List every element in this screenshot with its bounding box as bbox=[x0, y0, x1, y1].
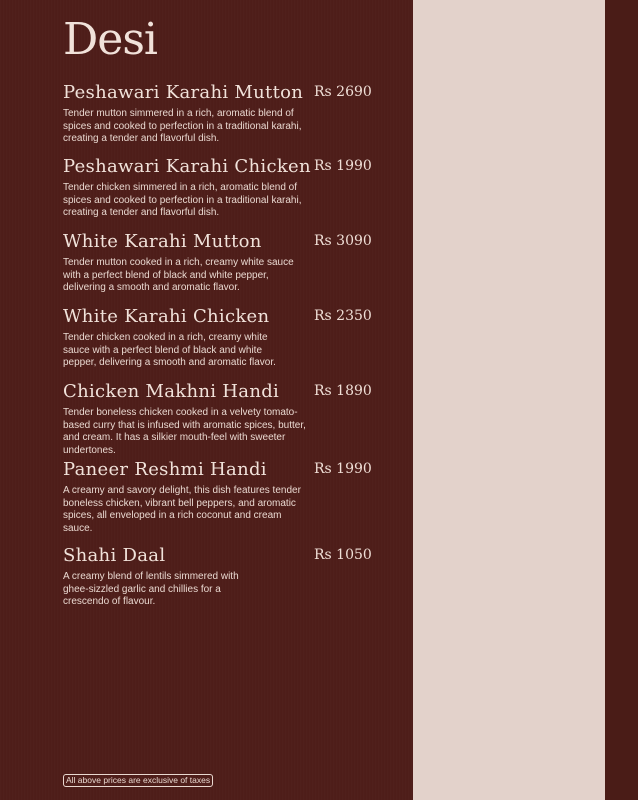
item-name: Paneer Reshmi Handi bbox=[63, 459, 267, 480]
item-description: Tender chicken simmered in a rich, aromatic blend of spices and cooked to perfection in a traditional karahi, creating a tender and flavorful dish. bbox=[63, 182, 302, 218]
item-description: Tender mutton cooked in a rich, creamy white sauce with a perfect blend of black and white pepper, delivering a smooth and aromatic flavor. bbox=[63, 257, 294, 293]
item-price: Rs 1990 bbox=[314, 158, 372, 174]
item-description: A creamy and savory delight, this dish features tender boneless chicken, vibrant bell peppers, and aromatic spices, all enveloped in a rich coconut and cream sauce. bbox=[63, 485, 301, 534]
item-name: Peshawari Karahi Mutton bbox=[63, 82, 304, 103]
item-name: White Karahi Mutton bbox=[63, 231, 262, 252]
item-price: Rs 3090 bbox=[314, 233, 372, 249]
item-price: Rs 1050 bbox=[314, 547, 372, 563]
item-description: Tender mutton simmered in a rich, aromatic blend of spices and cooked to perfection in a traditional karahi, creating a tender and flavorful dish. bbox=[63, 108, 302, 144]
item-name: White Karahi Chicken bbox=[63, 306, 270, 327]
tax-disclaimer: All above prices are exclusive of taxes bbox=[63, 774, 213, 787]
item-price: Rs 2690 bbox=[314, 84, 372, 100]
item-name: Peshawari Karahi Chicken bbox=[63, 156, 311, 177]
item-price: Rs 1990 bbox=[314, 461, 372, 477]
section-title: Desi bbox=[63, 14, 157, 65]
decorative-side-panel bbox=[413, 0, 605, 800]
item-price: Rs 2350 bbox=[314, 308, 372, 324]
item-name: Shahi Daal bbox=[63, 545, 166, 566]
item-description: Tender chicken cooked in a rich, creamy white sauce with a perfect blend of black and white pepper, delivering a smooth and aromatic flavor. bbox=[63, 332, 276, 368]
decorative-edge-strip bbox=[605, 0, 638, 800]
item-description: Tender boneless chicken cooked in a velvety tomato-based curry that is infused with aromatic spices, butter, and cream. It has a silkier mouth-feel with sweeter undertones. bbox=[63, 407, 306, 456]
item-name: Chicken Makhni Handi bbox=[63, 381, 280, 402]
item-price: Rs 1890 bbox=[314, 383, 372, 399]
item-description: A creamy blend of lentils simmered with ghee-sizzled garlic and chillies for a crescendo of flavour. bbox=[63, 571, 239, 607]
